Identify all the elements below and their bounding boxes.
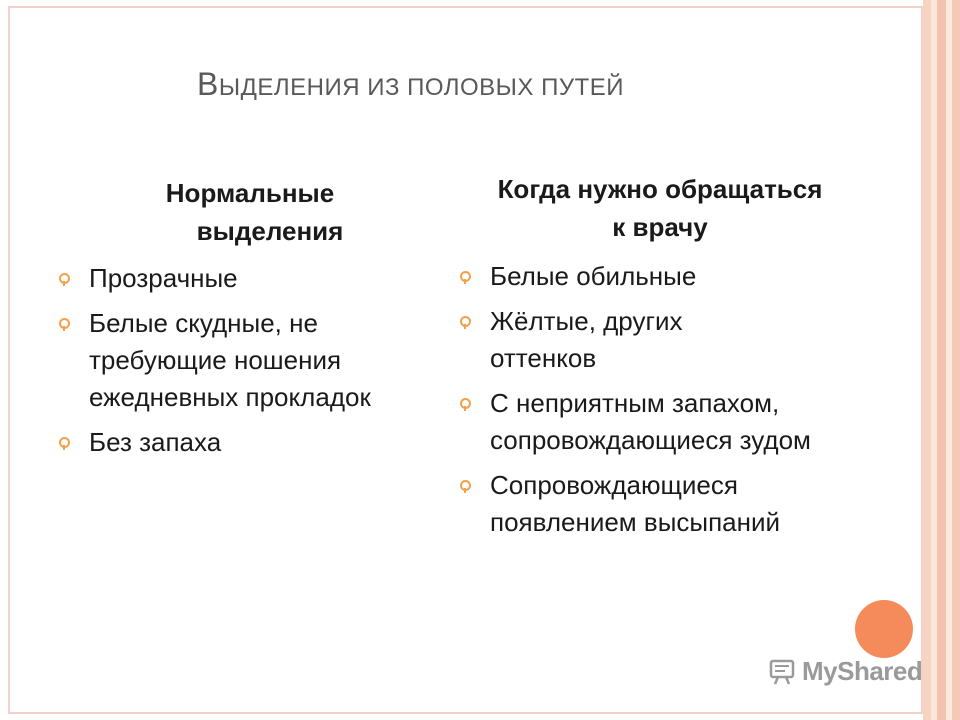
right-bullet-list [460, 258, 880, 549]
decorative-stripes [923, 0, 960, 720]
bullet-icon [59, 318, 70, 329]
stripe [923, 0, 931, 720]
list-item [460, 258, 880, 295]
list-item [460, 385, 880, 459]
left-bullet-list [59, 260, 419, 469]
bullet-icon [460, 271, 471, 282]
left-heading-line2: выделения [196, 216, 344, 246]
left-column-heading [100, 174, 400, 250]
list-item-text: С неприятным запахом, сопровождающиеся зудом [490, 388, 811, 455]
bullet-icon [460, 398, 471, 409]
list-item-text: Прозрачные [89, 263, 238, 293]
list-item-text: Белые обильные [490, 261, 697, 291]
list-item-text: Жёлтые, других оттенков [490, 306, 683, 373]
right-heading-line1: Когда нужно обращаться [497, 174, 823, 204]
stripe [952, 0, 960, 720]
list-item [460, 467, 880, 541]
list-item [59, 424, 419, 461]
list-item [59, 305, 419, 416]
bullet-icon [460, 480, 471, 491]
list-item-text: Без запаха [89, 427, 222, 457]
list-item [460, 303, 880, 377]
title-rest: ЫДЕЛЕНИЯ ИЗ ПОЛОВЫХ ПУТЕЙ [218, 74, 625, 101]
right-heading-line2: к врачу [612, 212, 708, 242]
list-item-text: Сопровождающиеся появлением высыпаний [490, 470, 781, 537]
bullet-icon [59, 273, 70, 284]
decorative-circle [855, 600, 913, 658]
list-item [59, 260, 419, 297]
presentation-board-icon [768, 658, 796, 686]
stripe [937, 0, 946, 720]
title-first-letter: В [197, 66, 219, 102]
bullet-icon [460, 316, 471, 327]
right-column-heading [450, 170, 870, 246]
left-heading-line1: Нормальные [165, 178, 335, 208]
watermark [768, 656, 922, 687]
watermark-text: MyShared [802, 656, 923, 686]
slide-title [197, 66, 624, 103]
list-item-text: Белые скудные, не требующие ношения ежедневных прокладок [89, 308, 371, 412]
bullet-icon [59, 437, 70, 448]
